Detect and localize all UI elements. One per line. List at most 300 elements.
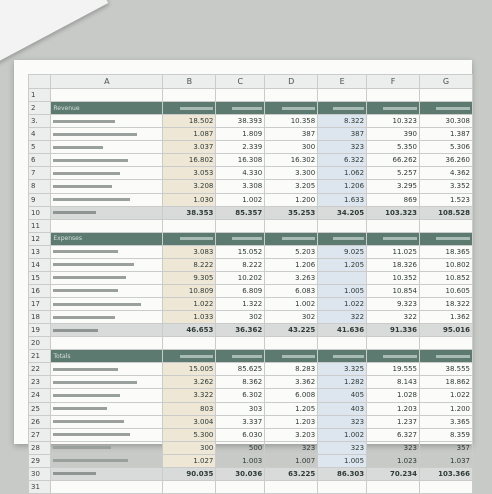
value-cell[interactable]: 15.005 xyxy=(163,363,216,376)
value-cell[interactable]: 70.234 xyxy=(367,467,420,480)
value-cell[interactable]: 1.023 xyxy=(367,454,420,467)
label-cell[interactable] xyxy=(51,441,163,454)
row-number[interactable]: 10 xyxy=(29,206,51,219)
value-cell[interactable]: 11.025 xyxy=(367,245,420,258)
label-cell[interactable] xyxy=(51,193,163,206)
value-cell[interactable]: 5.257 xyxy=(367,167,420,180)
value-cell[interactable] xyxy=(265,337,318,350)
value-cell[interactable]: 18.502 xyxy=(163,115,216,128)
redacted-label-bar xyxy=(53,250,117,253)
value-cell[interactable] xyxy=(163,89,216,102)
value-cell[interactable]: 6.083 xyxy=(265,284,318,297)
redacted-label-bar xyxy=(53,433,130,436)
table-row xyxy=(29,298,473,311)
value-cell[interactable]: 85.357 xyxy=(216,206,265,219)
value-cell[interactable]: 1.237 xyxy=(367,415,420,428)
value-cell[interactable]: 1.322 xyxy=(216,298,265,311)
value-cell[interactable]: 91.336 xyxy=(367,324,420,337)
value-cell[interactable] xyxy=(163,102,216,115)
value-cell[interactable]: 30.308 xyxy=(420,115,473,128)
value-cell[interactable]: 323 xyxy=(367,441,420,454)
row-number[interactable]: 29 xyxy=(29,454,51,467)
value-cell[interactable] xyxy=(367,232,420,245)
value-cell[interactable]: 1.005 xyxy=(318,284,367,297)
label-cell[interactable] xyxy=(51,467,163,480)
redacted-label-bar xyxy=(53,420,124,423)
value-cell[interactable]: 1.022 xyxy=(420,389,473,402)
label-cell[interactable] xyxy=(51,115,163,128)
value-cell[interactable] xyxy=(216,102,265,115)
value-cell[interactable]: 323 xyxy=(265,441,318,454)
table-row xyxy=(29,258,473,271)
value-cell[interactable]: 6.008 xyxy=(265,389,318,402)
table-row xyxy=(29,180,473,193)
value-cell[interactable]: 3.300 xyxy=(265,167,318,180)
value-cell[interactable]: 8.143 xyxy=(367,376,420,389)
row-number[interactable]: 4 xyxy=(29,128,51,141)
value-cell[interactable]: 1.387 xyxy=(420,128,473,141)
value-cell[interactable]: 5.300 xyxy=(163,428,216,441)
redacted-label-bar xyxy=(53,289,117,292)
label-cell[interactable] xyxy=(51,389,163,402)
column-header-e[interactable]: E xyxy=(318,75,367,89)
value-cell[interactable]: 1.203 xyxy=(265,415,318,428)
value-cell[interactable] xyxy=(318,232,367,245)
value-cell[interactable]: 1.022 xyxy=(318,298,367,311)
redacted-label-bar xyxy=(53,459,128,462)
label-cell[interactable] xyxy=(51,298,163,311)
value-cell[interactable] xyxy=(265,219,318,232)
value-cell[interactable]: 3.362 xyxy=(265,376,318,389)
row-number[interactable]: 26 xyxy=(29,415,51,428)
value-cell[interactable]: 3.308 xyxy=(216,180,265,193)
value-cell[interactable]: 6.327 xyxy=(367,428,420,441)
value-cell[interactable]: 3.295 xyxy=(367,180,420,193)
value-cell[interactable] xyxy=(163,219,216,232)
value-cell[interactable]: 18.326 xyxy=(367,258,420,271)
row-number[interactable]: 22 xyxy=(29,363,51,376)
value-cell[interactable]: 1.002 xyxy=(216,193,265,206)
value-cell[interactable] xyxy=(367,219,420,232)
value-cell[interactable]: 15.052 xyxy=(216,245,265,258)
value-cell[interactable]: 10.852 xyxy=(420,271,473,284)
spreadsheet-printout xyxy=(14,60,472,491)
value-cell[interactable]: 36.362 xyxy=(216,324,265,337)
column-header-a[interactable]: A xyxy=(51,75,163,89)
label-cell[interactable] xyxy=(51,350,163,363)
value-cell[interactable] xyxy=(367,350,420,363)
redacted-header-bar xyxy=(180,355,214,358)
value-cell[interactable]: 1.087 xyxy=(163,128,216,141)
value-cell[interactable]: 1.200 xyxy=(265,193,318,206)
row-number[interactable]: 20 xyxy=(29,337,51,350)
redacted-label-bar xyxy=(53,263,133,266)
label-cell[interactable] xyxy=(51,141,163,154)
table-row xyxy=(29,284,473,297)
column-header-g[interactable]: G xyxy=(420,75,473,89)
value-cell[interactable]: 9.323 xyxy=(367,298,420,311)
value-cell[interactable]: 103.366 xyxy=(420,467,473,480)
row-number[interactable]: 30 xyxy=(29,467,51,480)
value-cell[interactable]: 1.809 xyxy=(216,128,265,141)
label-cell[interactable] xyxy=(51,428,163,441)
row-number[interactable]: 23 xyxy=(29,376,51,389)
value-cell[interactable]: 90.035 xyxy=(163,467,216,480)
label-cell[interactable] xyxy=(51,206,163,219)
value-cell[interactable]: 3.205 xyxy=(265,180,318,193)
value-cell[interactable]: 3.325 xyxy=(318,363,367,376)
value-cell[interactable]: 323 xyxy=(318,441,367,454)
value-cell[interactable]: 8.283 xyxy=(265,363,318,376)
label-cell[interactable] xyxy=(51,128,163,141)
value-cell[interactable]: 6.322 xyxy=(318,154,367,167)
label-cell[interactable] xyxy=(51,415,163,428)
section-header-row xyxy=(29,350,473,363)
column-header-b[interactable]: B xyxy=(163,75,216,89)
value-cell[interactable]: 9.305 xyxy=(163,271,216,284)
value-cell[interactable] xyxy=(216,350,265,363)
redacted-label-bar xyxy=(53,120,115,123)
value-cell[interactable] xyxy=(420,232,473,245)
value-cell[interactable] xyxy=(318,271,367,284)
row-number[interactable]: 9 xyxy=(29,193,51,206)
redacted-header-bar xyxy=(180,237,214,240)
value-cell[interactable]: 869 xyxy=(367,193,420,206)
table-row xyxy=(29,454,473,467)
row-number[interactable]: 18 xyxy=(29,311,51,324)
value-cell[interactable]: 43.225 xyxy=(265,324,318,337)
value-cell[interactable]: 3.352 xyxy=(420,180,473,193)
background-paper-sheet xyxy=(0,0,108,69)
value-cell[interactable]: 1.200 xyxy=(420,402,473,415)
value-cell[interactable] xyxy=(318,219,367,232)
value-cell[interactable]: 3.053 xyxy=(163,167,216,180)
value-cell[interactable]: 10.802 xyxy=(420,258,473,271)
redacted-header-bar xyxy=(333,237,364,240)
value-cell[interactable]: 38.555 xyxy=(420,363,473,376)
section-title: Totals xyxy=(53,352,71,360)
value-cell[interactable]: 403 xyxy=(318,402,367,415)
value-cell[interactable]: 1.030 xyxy=(163,193,216,206)
row-number[interactable]: 25 xyxy=(29,402,51,415)
value-cell[interactable]: 1.206 xyxy=(265,258,318,271)
value-cell[interactable]: 1.037 xyxy=(420,454,473,467)
label-cell[interactable] xyxy=(51,271,163,284)
value-cell[interactable]: 5.306 xyxy=(420,141,473,154)
label-cell[interactable] xyxy=(51,245,163,258)
value-cell[interactable]: 3.208 xyxy=(163,180,216,193)
value-cell[interactable]: 30.036 xyxy=(216,467,265,480)
value-cell[interactable]: 1.028 xyxy=(367,389,420,402)
value-cell[interactable]: 46.653 xyxy=(163,324,216,337)
value-cell[interactable] xyxy=(367,89,420,102)
row-number[interactable]: 5 xyxy=(29,141,51,154)
value-cell[interactable]: 1.002 xyxy=(265,298,318,311)
value-cell[interactable]: 1.282 xyxy=(318,376,367,389)
value-cell[interactable]: 1.062 xyxy=(318,167,367,180)
value-cell[interactable]: 86.303 xyxy=(318,467,367,480)
label-cell[interactable] xyxy=(51,284,163,297)
value-cell[interactable]: 36.260 xyxy=(420,154,473,167)
label-cell[interactable] xyxy=(51,219,163,232)
label-cell[interactable] xyxy=(51,311,163,324)
column-header-f[interactable]: F xyxy=(367,75,420,89)
blank-row xyxy=(29,89,473,102)
value-cell[interactable]: 3.203 xyxy=(265,428,318,441)
row-number[interactable]: 15 xyxy=(29,271,51,284)
label-cell[interactable] xyxy=(51,337,163,350)
label-cell[interactable] xyxy=(51,324,163,337)
value-cell[interactable]: 9.025 xyxy=(318,245,367,258)
value-cell[interactable]: 3.262 xyxy=(163,376,216,389)
redacted-label-bar xyxy=(53,472,96,475)
value-cell[interactable]: 38.353 xyxy=(163,206,216,219)
label-cell[interactable] xyxy=(51,167,163,180)
value-cell[interactable]: 1.203 xyxy=(367,402,420,415)
value-cell[interactable]: 322 xyxy=(367,311,420,324)
row-number[interactable]: 14 xyxy=(29,258,51,271)
redacted-label-bar xyxy=(53,394,119,397)
value-cell[interactable]: 3.322 xyxy=(163,389,216,402)
value-cell[interactable]: 1.033 xyxy=(163,311,216,324)
value-cell[interactable]: 38.393 xyxy=(216,115,265,128)
value-cell[interactable]: 3.037 xyxy=(163,141,216,154)
value-cell[interactable] xyxy=(420,350,473,363)
value-cell[interactable]: 1.205 xyxy=(265,402,318,415)
value-cell[interactable] xyxy=(163,232,216,245)
value-cell[interactable] xyxy=(367,102,420,115)
value-cell[interactable]: 3.004 xyxy=(163,415,216,428)
value-cell[interactable] xyxy=(420,89,473,102)
table-row xyxy=(29,376,473,389)
redacted-label-bar xyxy=(53,198,130,201)
label-cell[interactable] xyxy=(51,376,163,389)
value-cell[interactable]: 803 xyxy=(163,402,216,415)
value-cell[interactable]: 18.862 xyxy=(420,376,473,389)
value-cell[interactable]: 405 xyxy=(318,389,367,402)
value-cell[interactable]: 8.362 xyxy=(216,376,265,389)
value-cell[interactable]: 6.030 xyxy=(216,428,265,441)
label-cell[interactable] xyxy=(51,154,163,167)
redacted-label-bar xyxy=(53,185,112,188)
table-row xyxy=(29,167,473,180)
value-cell[interactable] xyxy=(265,89,318,102)
value-cell[interactable]: 302 xyxy=(216,311,265,324)
value-cell[interactable]: 6.809 xyxy=(216,284,265,297)
table-row xyxy=(29,311,473,324)
select-all-corner[interactable] xyxy=(29,75,51,89)
row-number[interactable]: 11 xyxy=(29,219,51,232)
value-cell[interactable]: 108.528 xyxy=(420,206,473,219)
value-cell[interactable]: 103.323 xyxy=(367,206,420,219)
value-cell[interactable]: 10.809 xyxy=(163,284,216,297)
value-cell[interactable] xyxy=(216,337,265,350)
redacted-header-bar xyxy=(383,355,417,358)
blank-row xyxy=(29,219,473,232)
value-cell[interactable]: 10.854 xyxy=(367,284,420,297)
value-cell[interactable]: 387 xyxy=(318,128,367,141)
value-cell[interactable]: 34.205 xyxy=(318,206,367,219)
value-cell[interactable]: 10.323 xyxy=(367,115,420,128)
value-cell[interactable] xyxy=(367,337,420,350)
value-cell[interactable]: 302 xyxy=(265,311,318,324)
row-number[interactable]: 3. xyxy=(29,115,51,128)
value-cell[interactable]: 35.253 xyxy=(265,206,318,219)
value-cell[interactable]: 95.016 xyxy=(420,324,473,337)
value-cell[interactable]: 10.605 xyxy=(420,284,473,297)
value-cell[interactable]: 10.202 xyxy=(216,271,265,284)
column-header-c[interactable]: C xyxy=(216,75,265,89)
value-cell[interactable] xyxy=(318,350,367,363)
row-number[interactable]: 13 xyxy=(29,245,51,258)
row-number[interactable]: 1 xyxy=(29,89,51,102)
value-cell[interactable]: 1.002 xyxy=(318,428,367,441)
value-cell[interactable]: 4.362 xyxy=(420,167,473,180)
value-cell[interactable]: 18.365 xyxy=(420,245,473,258)
spreadsheet-grid xyxy=(28,74,473,494)
row-number[interactable]: 28 xyxy=(29,441,51,454)
value-cell[interactable]: 10.358 xyxy=(265,115,318,128)
value-cell[interactable]: 1.003 xyxy=(216,454,265,467)
value-cell[interactable]: 8.359 xyxy=(420,428,473,441)
redacted-label-bar xyxy=(53,316,115,319)
value-cell[interactable]: 41.636 xyxy=(318,324,367,337)
value-cell[interactable]: 357 xyxy=(420,441,473,454)
value-cell[interactable]: 323 xyxy=(318,141,367,154)
value-cell[interactable]: 303 xyxy=(216,402,265,415)
value-cell[interactable]: 3.083 xyxy=(163,245,216,258)
value-cell[interactable]: 3.337 xyxy=(216,415,265,428)
value-cell[interactable]: 1.027 xyxy=(163,454,216,467)
value-cell[interactable]: 8.222 xyxy=(163,258,216,271)
redacted-header-bar xyxy=(436,355,470,358)
value-cell[interactable]: 1.022 xyxy=(163,298,216,311)
redacted-header-bar xyxy=(282,107,316,110)
value-cell[interactable] xyxy=(265,102,318,115)
redacted-header-bar xyxy=(232,107,263,110)
row-number[interactable]: 17 xyxy=(29,298,51,311)
value-cell[interactable]: 1.206 xyxy=(318,180,367,193)
value-cell[interactable] xyxy=(216,89,265,102)
value-cell[interactable] xyxy=(420,102,473,115)
value-cell[interactable]: 18.322 xyxy=(420,298,473,311)
label-cell[interactable] xyxy=(51,402,163,415)
value-cell[interactable]: 19.555 xyxy=(367,363,420,376)
value-cell[interactable]: 3.263 xyxy=(265,271,318,284)
value-cell[interactable]: 63.225 xyxy=(265,467,318,480)
value-cell[interactable]: 1.005 xyxy=(318,454,367,467)
value-cell[interactable]: 4.330 xyxy=(216,167,265,180)
table-row xyxy=(29,428,473,441)
redacted-label-bar xyxy=(53,146,102,149)
value-cell[interactable] xyxy=(265,232,318,245)
value-cell[interactable]: 1.205 xyxy=(318,258,367,271)
label-cell[interactable] xyxy=(51,102,163,115)
redacted-label-bar xyxy=(53,303,141,306)
row-number[interactable]: 12 xyxy=(29,232,51,245)
value-cell[interactable] xyxy=(420,219,473,232)
redacted-label-bar xyxy=(53,172,119,175)
label-cell[interactable] xyxy=(51,454,163,467)
row-number[interactable]: 16 xyxy=(29,284,51,297)
value-cell[interactable]: 390 xyxy=(367,128,420,141)
section-title: Expenses xyxy=(53,235,82,243)
row-number[interactable]: 8 xyxy=(29,180,51,193)
column-header-d[interactable]: D xyxy=(265,75,318,89)
redacted-header-bar xyxy=(333,355,364,358)
value-cell[interactable]: 85.625 xyxy=(216,363,265,376)
value-cell[interactable]: 6.302 xyxy=(216,389,265,402)
row-number[interactable]: 21 xyxy=(29,350,51,363)
table-row xyxy=(29,415,473,428)
value-cell[interactable]: 5.203 xyxy=(265,245,318,258)
row-number[interactable]: 24 xyxy=(29,389,51,402)
row-number[interactable]: 7 xyxy=(29,167,51,180)
value-cell[interactable]: 16.802 xyxy=(163,154,216,167)
value-cell[interactable]: 1.007 xyxy=(265,454,318,467)
value-cell[interactable]: 1.362 xyxy=(420,311,473,324)
redacted-label-bar xyxy=(53,407,107,410)
value-cell[interactable]: 300 xyxy=(163,441,216,454)
value-cell[interactable]: 322 xyxy=(318,311,367,324)
redacted-label-bar xyxy=(53,368,117,371)
row-number[interactable]: 6 xyxy=(29,154,51,167)
value-cell[interactable]: 3.365 xyxy=(420,415,473,428)
value-cell[interactable] xyxy=(420,337,473,350)
redacted-header-bar xyxy=(333,107,364,110)
label-cell[interactable] xyxy=(51,180,163,193)
value-cell[interactable] xyxy=(163,337,216,350)
row-number[interactable]: 27 xyxy=(29,428,51,441)
label-cell[interactable] xyxy=(51,258,163,271)
label-cell[interactable] xyxy=(51,232,163,245)
value-cell[interactable]: 66.262 xyxy=(367,154,420,167)
value-cell[interactable] xyxy=(318,337,367,350)
value-cell[interactable]: 1.523 xyxy=(420,193,473,206)
value-cell[interactable]: 5.350 xyxy=(367,141,420,154)
value-cell[interactable] xyxy=(216,219,265,232)
row-number[interactable]: 2 xyxy=(29,102,51,115)
total-row xyxy=(29,324,473,337)
redacted-header-bar xyxy=(232,355,263,358)
value-cell[interactable]: 2.339 xyxy=(216,141,265,154)
row-number[interactable]: 19 xyxy=(29,324,51,337)
table-row xyxy=(29,141,473,154)
value-cell[interactable]: 16.308 xyxy=(216,154,265,167)
redacted-label-bar xyxy=(53,276,126,279)
value-cell[interactable]: 8.222 xyxy=(216,258,265,271)
redacted-label-bar xyxy=(53,159,128,162)
value-cell[interactable]: 1.633 xyxy=(318,193,367,206)
value-cell[interactable]: 10.352 xyxy=(367,271,420,284)
value-cell[interactable]: 500 xyxy=(216,441,265,454)
table-row xyxy=(29,193,473,206)
value-cell[interactable]: 16.302 xyxy=(265,154,318,167)
value-cell[interactable]: 387 xyxy=(265,128,318,141)
value-cell[interactable] xyxy=(163,350,216,363)
redacted-header-bar xyxy=(383,237,417,240)
value-cell[interactable] xyxy=(318,89,367,102)
row-number[interactable]: 31 xyxy=(29,480,51,493)
label-cell[interactable] xyxy=(51,89,163,102)
value-cell[interactable]: 8.322 xyxy=(318,115,367,128)
value-cell[interactable]: 323 xyxy=(318,415,367,428)
value-cell[interactable] xyxy=(265,350,318,363)
label-cell[interactable] xyxy=(51,363,163,376)
value-cell[interactable]: 300 xyxy=(265,141,318,154)
value-cell[interactable] xyxy=(216,232,265,245)
value-cell[interactable] xyxy=(318,102,367,115)
